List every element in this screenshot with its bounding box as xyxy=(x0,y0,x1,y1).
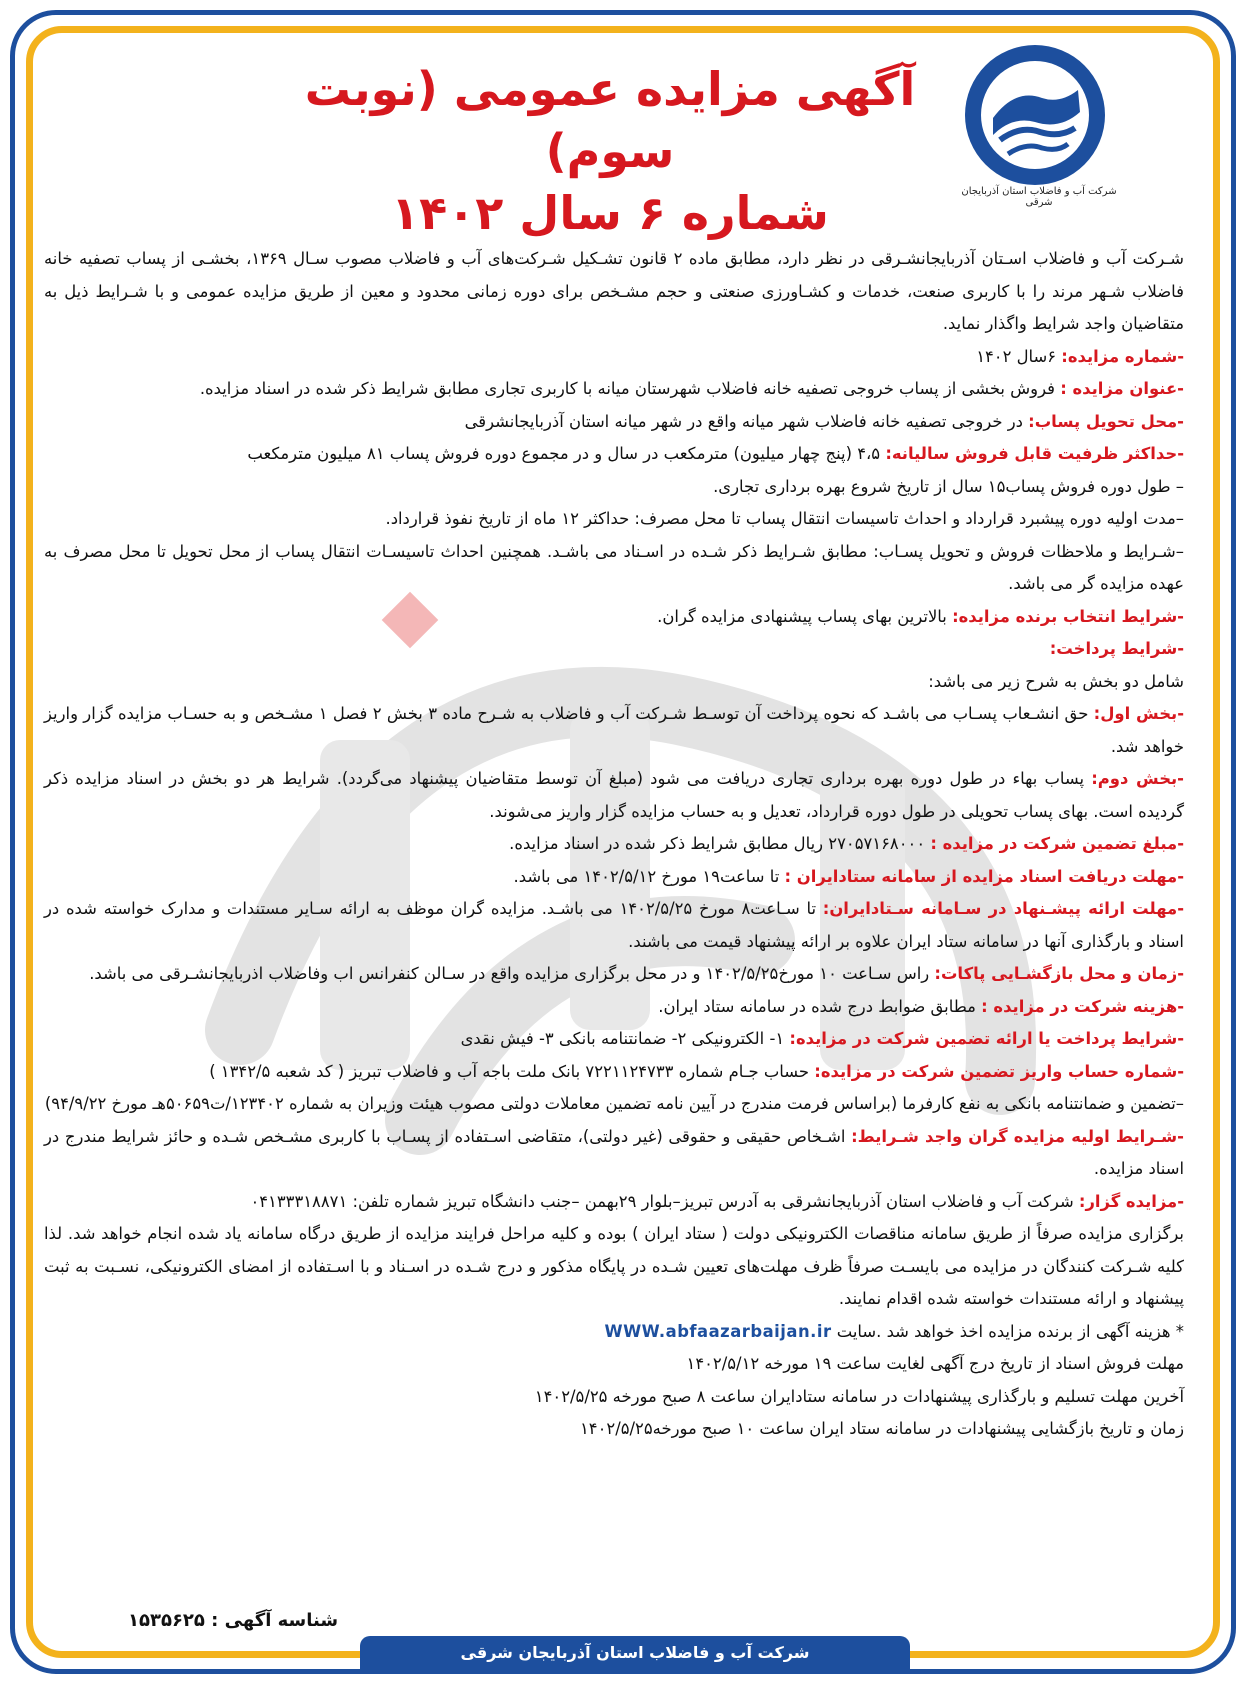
company-logo xyxy=(960,40,1110,210)
ad-id: شناسه آگهی : ۱۵۳۵۶۲۵ xyxy=(128,1610,339,1631)
item-text: –تضمین و ضمانتنامه بانکی به نفع کارفرما (براساس فرمت مندرج در آیین نامه تضمین معاملات دولتی مصوب هیئت وزیران به شماره ۱۲۳۴۰۲/ت۵۰۶۵۹هـ مورخ ۹۴/۹/۲۲) xyxy=(44,1094,1184,1113)
item-text: شرکت آب و فاضلاب استان آذربایجانشرقی به آدرس تبریز–بلوار ۲۹بهمن –جنب دانشگاه تبریز شماره تلفن: ۰۴۱۳۳۳۱۸۸۷۱ xyxy=(250,1191,1079,1211)
item-label: -مبلغ تضمین شرکت در مزایده : xyxy=(930,834,1184,853)
title-line-2: شماره ۶ سال ۱۴۰۲ xyxy=(391,186,829,240)
item-label: -محل تحویل پساب: xyxy=(1028,411,1184,431)
list-item xyxy=(44,406,1184,439)
item-label: -مهلت دریافت اسناد مزایده از سامانه ستادایران : xyxy=(784,866,1184,886)
list-item xyxy=(44,601,1184,634)
item-label: -شماره حساب واریز تضمین شرکت در مزایده: xyxy=(814,1061,1184,1081)
list-item xyxy=(44,666,1184,699)
item-label: -شرایط انتخاب برنده مزایده: xyxy=(952,606,1184,626)
cost-note-text: * هزینه آگهی از برنده مزایده اخذ خواهد شد .سایت xyxy=(836,1321,1184,1341)
water-company-logo-icon xyxy=(960,40,1110,190)
item-text: بالاترین بهای پساب پیشنهادی مزایده گران. xyxy=(657,606,953,626)
item-text: ۴،۵ (پنج چهار میلیون) مترمکعب در سال و در مجموع دوره فروش پساب ۸۱ میلیون مترمکعب xyxy=(247,444,886,463)
list-item xyxy=(44,1186,1184,1219)
item-label: -مزایده گزار: xyxy=(1078,1191,1184,1211)
list-item xyxy=(44,1056,1184,1089)
list-item xyxy=(44,1023,1184,1056)
logo-caption: شرکت آب و فاضلاب استان آذربایجان شرقی xyxy=(961,186,1117,208)
list-item xyxy=(44,893,1184,958)
deadline-line-2: آخرین مهلت تسلیم و بارگذاری پیشنهادات در سامانه ستادایران ساعت ۸ صبح مورخه ۱۴۰۲/۵/۲۵ xyxy=(534,1386,1184,1406)
list-item xyxy=(44,763,1184,828)
announcement-title xyxy=(300,58,920,244)
item-text: تا ساعت۱۹ مورخ ۱۴۰۲/۵/۱۲ می باشد. xyxy=(513,866,785,886)
footer-bar: شرکت آب و فاضلاب استان آذربایجان شرقی xyxy=(360,1636,910,1670)
list-item xyxy=(44,828,1184,861)
items-list xyxy=(44,341,1184,1316)
item-text: حساب جـام شماره ۷۲۲۱۱۲۴۷۳۳ بانک ملت باجه آب و فاضلاب تبریز ( کد شعبه ۱۳۴۲/۵ ) xyxy=(209,1061,815,1081)
item-label: -مهلت ارائه پیشـنهاد در سـامانه سـتادایران: xyxy=(822,899,1184,918)
item-text: برگزاری مزایده صرفاً از طریق سامانه مناقصات الکترونیکی دولت ( ستاد ایران ) بوده و کلیه مراحل فرایند مزایده از طریق درگاه سامانه یاد شده انجام خواهد شد. لذا کلیه شـرکت کنندگان در مزایده می بایسـت صرفاً ظرف مهلت‌های تعیین شـده در پایگاه مذکور و درج شـده در اسـناد و با اسـتفاده از امضای الکترونیکی، نسـبت به ثبت پیشنهاد و ارائه مستندات خواسته شده اقدام نمایند. xyxy=(44,1224,1184,1308)
item-text: پساب بهاء در طول دوره بهره برداری تجاری دریافت می شود (مبلغ آن توسط متقاضیان پیشنهاد می‌گردد). شرایط هر دو بخش در اسناد مزایده ذکر گردیده است. بهای پساب تحویلی در طول دوره قرارداد، تعدیل و به حساب مزایده گزار واریز می‌شوند. xyxy=(44,769,1184,821)
list-item xyxy=(44,341,1184,374)
item-text: فروش بخشی از پساب خروجی تصفیه خانه فاضلاب شهرستان میانه با کاربری تجاری مطابق شرایط ذکر شده در اسناد مزایده. xyxy=(199,379,1061,398)
item-label: -شرایط پرداخت: xyxy=(1049,639,1184,658)
list-item xyxy=(44,958,1184,991)
item-label: -هزینه شرکت در مزایده : xyxy=(981,996,1184,1016)
item-text: ۶سال ۱۴۰۲ xyxy=(976,346,1062,366)
list-item xyxy=(44,698,1184,763)
intro-paragraph: شـرکت آب و فاضلاب اسـتان آذربایجانشـرقی در نظر دارد، مطابق ماده ۲ قانون تشـکیل شـرکت‌های آب و فاضلاب مصوب سـال ۱۳۶۹، بخشـی از پساب تصفیه خانه فاضلاب شـهر مرند را با کاربری صنعت، خدمات و کشـاورزی صنعتی و حجم مشـخص برای دوره زمانی محدود و معین از طریق مزایده عمومی و با شـرایط ذیل به متقاضیان واجد شرایط واگذار نماید. xyxy=(44,249,1185,333)
item-text: ۲۷۰۵۷۱۶۸۰۰۰ ریال مطابق شرایط ذکر شده در اسناد مزایده. xyxy=(509,834,931,853)
list-item xyxy=(44,633,1184,666)
cost-note xyxy=(44,1316,1184,1349)
announcement-body xyxy=(44,243,1184,1446)
item-text: اشـخاص حقیقی و حقوقی (غیر دولتی)، متقاضی اسـتفاده از پسـاب با کاربری مشـخص شـده و حائز شرایط مندرج در اسناد مزایده. xyxy=(44,1126,1184,1178)
title-line-1: آگهی مزایده عمومی (نوبت سوم) xyxy=(304,62,916,178)
list-item xyxy=(44,471,1184,504)
website-link[interactable]: WWW.abfaazarbaijan.ir xyxy=(604,1321,832,1341)
item-text: ۱- الکترونیکی ۲- ضمانتنامه بانکی ۳- فیش نقدی xyxy=(460,1029,790,1048)
deadline-line-3: زمان و تاریخ بازگشایی پیشنهادات در سامانه ستاد ایران ساعت ۱۰ صبح مورخه۱۴۰۲/۵/۲۵ xyxy=(579,1419,1184,1438)
item-label: -بخش اول: xyxy=(1093,704,1184,723)
list-item xyxy=(44,503,1184,536)
item-label: -حداکثر ظرفیت قابل فروش سالیانه: xyxy=(885,444,1184,463)
list-item xyxy=(44,861,1184,894)
deadline-line-1: مهلت فروش اسناد از تاریخ درج آگهی لغایت ساعت ۱۹ مورخه ۱۴۰۲/۵/۱۲ xyxy=(686,1354,1184,1373)
item-text: در خروجی تصفیه خانه فاضلاب شهر میانه واقع در شهر میانه استان آذربایجانشرقی xyxy=(464,411,1029,431)
list-item xyxy=(44,1121,1184,1186)
list-item xyxy=(44,991,1184,1024)
item-text: تا سـاعت۸ مورخ ۱۴۰۲/۵/۲۵ می باشـد. مزایده گران موظف به ارائه سـایر مستندات و مدارک خواسته شده در اسناد و بارگذاری آنها در سامانه ستاد ایران علاوه بر ارائه پیشنهاد قیمت می باشند. xyxy=(44,899,1184,951)
item-text: راس سـاعت ۱۰ مورخ۱۴۰۲/۵/۲۵ و در محل برگزاری مزایده واقع در سـالن کنفرانس اب وفاضلاب اذربایجانشـرقی می باشد. xyxy=(89,964,935,983)
list-item xyxy=(44,1218,1184,1316)
item-text: مطابق ضوابط درج شده در سامانه ستاد ایران. xyxy=(658,996,982,1016)
item-label: -شرایط پرداخت یا ارائه تضمین شرکت در مزایده: xyxy=(789,1029,1184,1048)
item-text: –مدت اولیه دوره پیشبرد قرارداد و احداث تاسیسات انتقال پساب تا محل مصرف: حداکثر ۱۲ ماه از تاریخ نفوذ قرارداد. xyxy=(385,509,1184,528)
item-label: -عنوان مزایده : xyxy=(1060,379,1184,398)
list-item xyxy=(44,438,1184,471)
item-label: -زمان و محل بازگشـایی پاکات: xyxy=(934,964,1184,983)
list-item xyxy=(44,373,1184,406)
list-item xyxy=(44,1088,1184,1121)
item-label: -شـرایط اولیه مزایده گران واجد شـرایط: xyxy=(851,1126,1184,1146)
item-label: -بخش دوم: xyxy=(1091,769,1184,788)
item-text: – طول دوره فروش پساب۱۵ سال از تاریخ شروع بهره برداری تجاری. xyxy=(713,476,1184,496)
item-text: شامل دو بخش به شرح زیر می باشد: xyxy=(928,671,1184,691)
item-label: -شماره مزایده: xyxy=(1061,346,1184,366)
item-text: حق انشـعاب پسـاب می باشـد که نحوه پرداخت آن توسـط شـرکت آب و فاضلاب به شـرح ماده ۳ بخش ۲ فصل ۱ مشـخص و به حسـاب مزایده گزار واریز خواهد شد. xyxy=(44,704,1184,756)
item-text: –شـرایط و ملاحظات فروش و تحویل پسـاب: مطابق شـرایط ذکر شـده در اسـناد می باشـد. همچنین احداث تاسیسـات انتقال پساب از محل تحویل تا محل مصرف به عهده مزایده گر می باشد. xyxy=(44,541,1184,593)
list-item xyxy=(44,536,1184,601)
